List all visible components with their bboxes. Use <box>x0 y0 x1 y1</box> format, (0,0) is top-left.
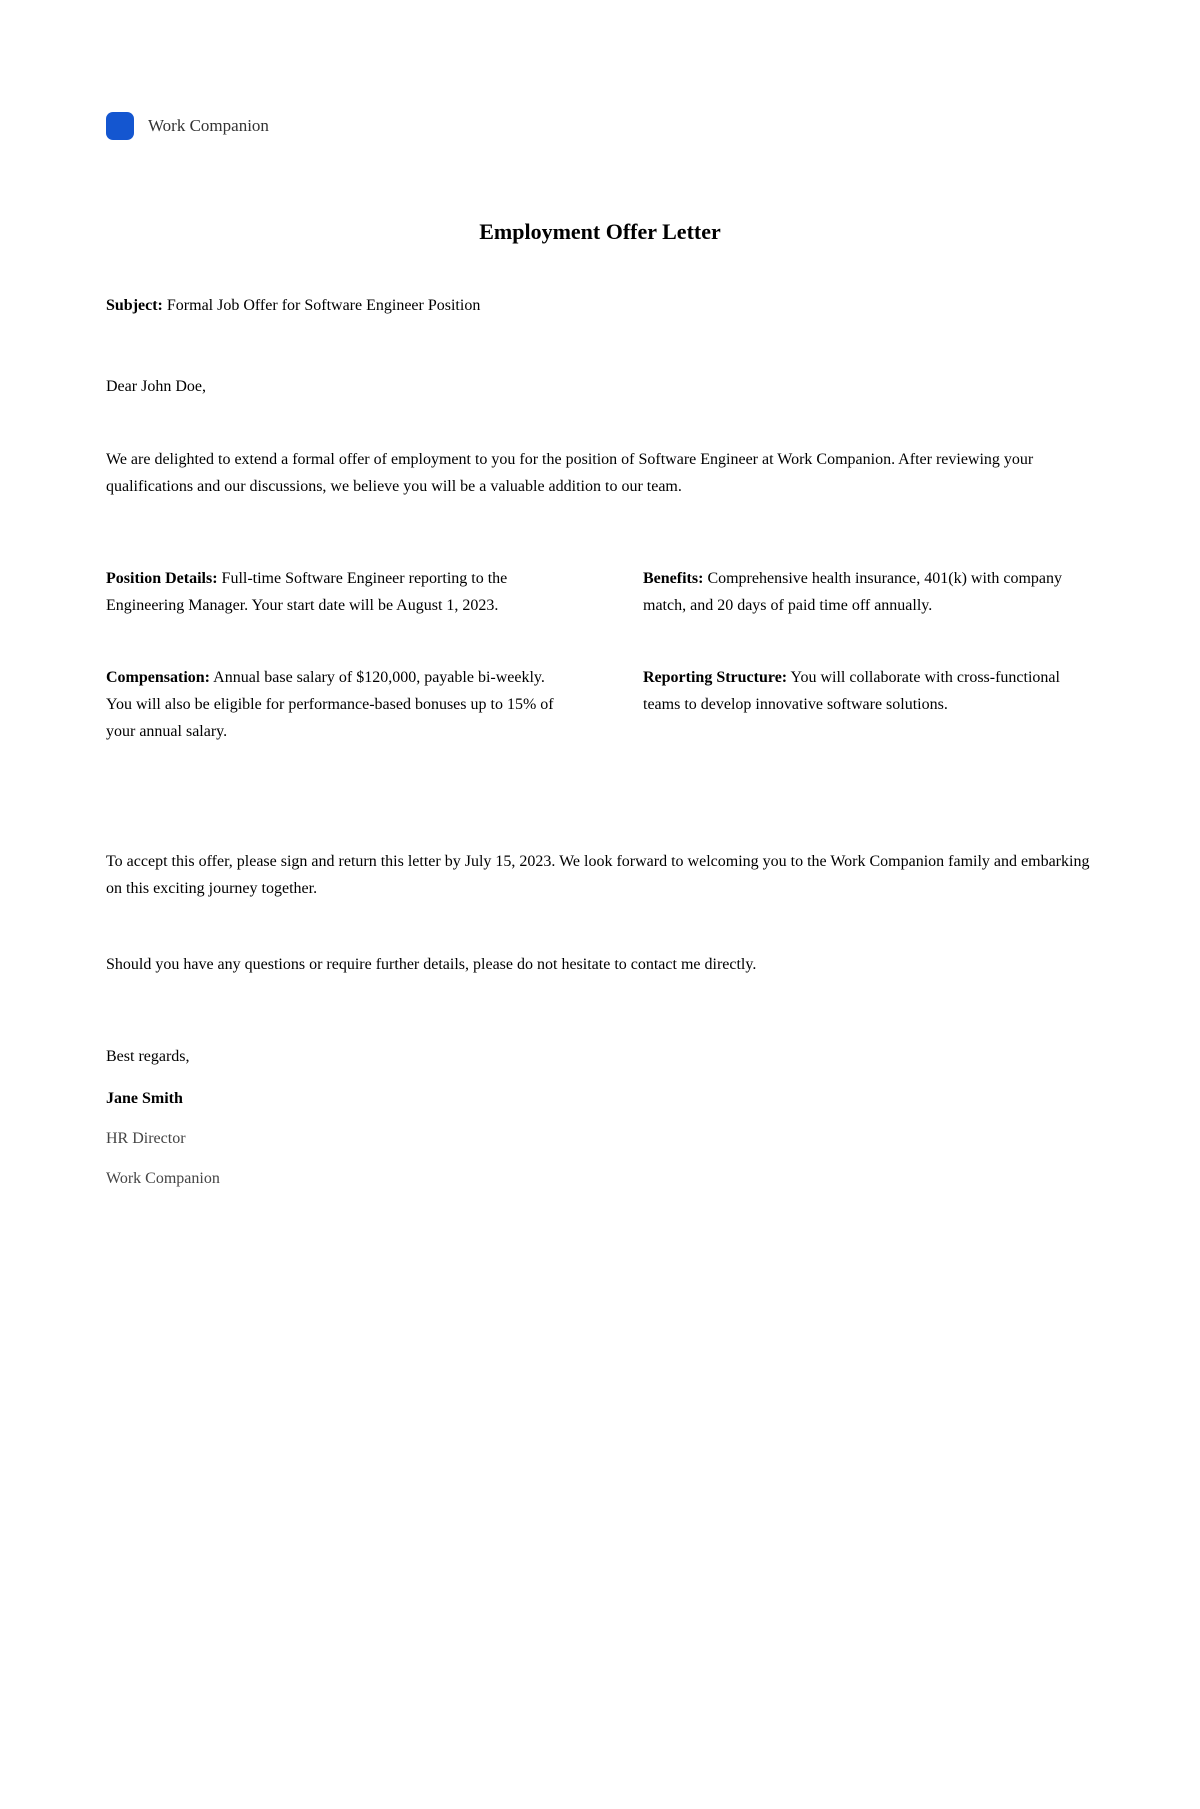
signature-company: Work Companion <box>106 1170 220 1187</box>
acceptance-paragraph: To accept this offer, please sign and return this letter by July 15, 2023. We look forward to welcoming you to the Work Companion family and embarking on this exciting journey together. <box>106 853 1090 897</box>
reporting-structure-text: You will collaborate with cross-functional teams to develop innovative software solutions. <box>643 669 1060 713</box>
details-columns <box>106 565 1094 745</box>
position-details-label: Position Details: <box>106 570 218 587</box>
reporting-structure-paragraph <box>643 664 1094 718</box>
compensation-paragraph <box>106 664 557 745</box>
compensation-text: Annual base salary of $120,000, payable bi-weekly. You will also be eligible for performance-based bonuses up to 15% of your annual salary. <box>106 669 554 740</box>
compensation-label: Compensation: <box>106 669 211 686</box>
subject-label: Subject: <box>106 297 163 314</box>
greeting: Dear John Doe, <box>106 378 206 395</box>
questions-paragraph: Should you have any questions or require further details, please do not hesitate to contact me directly. <box>106 956 757 973</box>
signature-title: HR Director <box>106 1130 186 1147</box>
details-right-column <box>643 565 1094 718</box>
position-details-paragraph <box>106 565 557 619</box>
position-details-text: Full-time Software Engineer reporting to the Engineering Manager. Your start date will be August 1, 2023. <box>106 570 508 614</box>
subject-text: Formal Job Offer for Software Engineer Position <box>166 297 481 314</box>
details-left-column <box>106 565 557 745</box>
benefits-paragraph <box>643 565 1094 619</box>
benefits-label: Benefits: <box>643 570 704 587</box>
subject-line <box>106 292 1094 319</box>
work-companion-logo-icon <box>106 112 134 140</box>
offer-letter-page <box>0 112 1200 1192</box>
letter-title: Employment Offer Letter <box>479 219 721 244</box>
benefits-text: Comprehensive health insurance, 401(k) with company match, and 20 days of paid time off annually. <box>643 570 1063 614</box>
signature-name: Jane Smith <box>106 1090 183 1107</box>
reporting-structure-label: Reporting Structure: <box>643 669 788 686</box>
brand-name: Work Companion <box>148 116 269 135</box>
intro-paragraph: We are delighted to extend a formal offer of employment to you for the position of Software Engineer at Work Companion. After reviewing your qualifications and our discussions, we believe you will be a valuable addition to our team. <box>106 451 1034 495</box>
brand-header <box>106 112 1094 140</box>
signoff: Best regards, <box>106 1048 190 1065</box>
